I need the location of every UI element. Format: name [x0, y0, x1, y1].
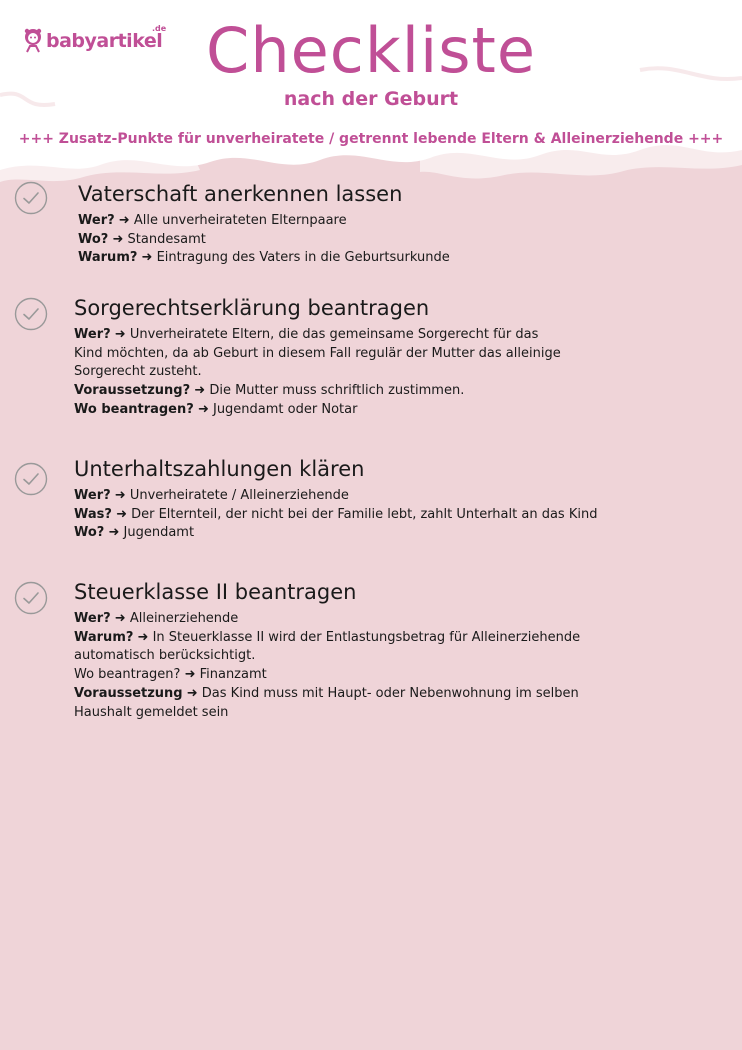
- line-label: Was?: [74, 506, 112, 522]
- checklist-item-line: [74, 666, 634, 685]
- line-label: Wer?: [74, 327, 111, 342]
- line-text: Unverheiratete / Alleinerziehende: [129, 488, 349, 503]
- line-label: Wo beantragen?: [74, 401, 194, 417]
- checklist-item-line: Wo beantragen? ➜ Jugendamt oder Notar: [74, 401, 358, 417]
- checklist-item-title: Steuerklasse II beantragen: [74, 580, 357, 604]
- line-label: Warum?: [74, 629, 134, 645]
- line-text: Standesamt: [127, 231, 206, 247]
- line-text: Jugendamt oder Notar: [212, 401, 358, 417]
- line-text: Wo beantragen? ➜ Finanzamt: [74, 667, 267, 683]
- line-label: Wo?: [74, 525, 105, 541]
- line-label: Wer?: [74, 611, 111, 626]
- check-circle-icon[interactable]: [14, 581, 48, 615]
- checklist-item: [14, 579, 634, 722]
- line-text: Eintragung des Vaters in die Geburtsurkunde: [156, 250, 450, 266]
- line-text: Die Mutter muss schriftlich zustimmen.: [209, 383, 465, 399]
- line-text: Alle unverheirateten Elternpaare: [133, 213, 347, 228]
- checklist-item-line: Voraussetzung? ➜ Die Mutter muss schriftlich zustimmen.: [74, 383, 465, 399]
- checklist-item-body: [74, 295, 634, 420]
- checklist-item-line: Wo? ➜ Jugendamt: [74, 525, 195, 541]
- checklist-item-line: Wer? ➜ Alle unverheirateten Elternpaare: [78, 213, 347, 228]
- page-subtitle: nach der Geburt: [283, 88, 459, 110]
- checklist-item-line: Warum? ➜ Eintragung des Vaters in die Geburtsurkunde: [78, 250, 450, 266]
- line-label: Voraussetzung?: [74, 383, 191, 399]
- checklist-item-line: Voraussetzung ➜ Das Kind muss mit Haupt- oder Nebenwohnung im selben: [74, 685, 579, 701]
- checklist-item-line: Wer? ➜ Unverheiratete Eltern, die das gemeinsame Sorgerecht für das: [74, 327, 539, 342]
- checklist-item-line: Wer? ➜ Alleinerziehende: [74, 611, 239, 626]
- checklist-item-line: Was? ➜ Der Elternteil, der nicht bei der Familie lebt, zahlt Unterhalt an das Kind: [74, 506, 598, 522]
- checklist-item-body: [74, 579, 634, 722]
- checklist-item-line: [74, 363, 634, 382]
- checklist-item-body: [78, 181, 634, 268]
- line-text: Haushalt gemeldet sein: [74, 704, 229, 720]
- line-label: Wer?: [74, 488, 111, 503]
- line-text: Alleinerziehende: [129, 611, 239, 626]
- checklist-item-line: Warum? ➜ In Steuerklasse II wird der Entlastungsbetrag für Alleinerziehende: [74, 629, 581, 645]
- check-circle-icon[interactable]: [14, 462, 48, 496]
- line-label: Warum?: [78, 250, 138, 266]
- line-label: Wo?: [78, 231, 109, 247]
- checklist-item-title: Sorgerechtserklärung beantragen: [74, 296, 430, 320]
- line-text: Der Elternteil, der nicht bei der Familie lebt, zahlt Unterhalt an das Kind: [131, 506, 598, 522]
- checklist-item-line: [74, 704, 634, 723]
- logo-tld: .de: [152, 24, 167, 33]
- check-circle-icon[interactable]: [14, 181, 48, 215]
- line-text: In Steuerklasse II wird der Entlastungsbetrag für Alleinerziehende: [152, 629, 581, 645]
- checklist-item: [14, 295, 634, 420]
- checklist-item-line: Wer? ➜ Unverheiratete / Alleinerziehende: [74, 488, 349, 503]
- notice-banner: +++ Zusatz-Punkte für unverheiratete / getrennt lebende Eltern & Alleinerziehende +++: [18, 131, 724, 147]
- checklist-item-title: Unterhaltszahlungen klären: [74, 457, 365, 481]
- checklist-item-line: [74, 345, 634, 364]
- line-label: Voraussetzung: [74, 685, 183, 701]
- checklist-item-title: Vaterschaft anerkennen lassen: [78, 182, 403, 206]
- checklist-item: [14, 456, 634, 543]
- line-text: Sorgerecht zusteht.: [74, 364, 202, 380]
- check-circle-icon[interactable]: [14, 297, 48, 331]
- logo-text: babyartikel: [46, 30, 163, 52]
- line-text: automatisch berücksichtigt.: [74, 648, 256, 664]
- page-title: Checkliste: [206, 14, 536, 87]
- line-label: Wer?: [78, 213, 115, 228]
- line-text: Das Kind muss mit Haupt- oder Nebenwohnung im selben: [201, 685, 579, 701]
- line-text: Unverheiratete Eltern, die das gemeinsame Sorgerecht für das: [129, 327, 539, 342]
- line-text: Kind möchten, da ab Geburt in diesem Fall regulär der Mutter das alleinige: [74, 345, 561, 361]
- line-text: Jugendamt: [123, 525, 195, 541]
- checklist-item-body: [74, 456, 634, 543]
- checklist-item-line: [74, 647, 634, 666]
- checklist-item: [14, 181, 634, 268]
- checklist-item-line: Wo? ➜ Standesamt: [78, 231, 206, 247]
